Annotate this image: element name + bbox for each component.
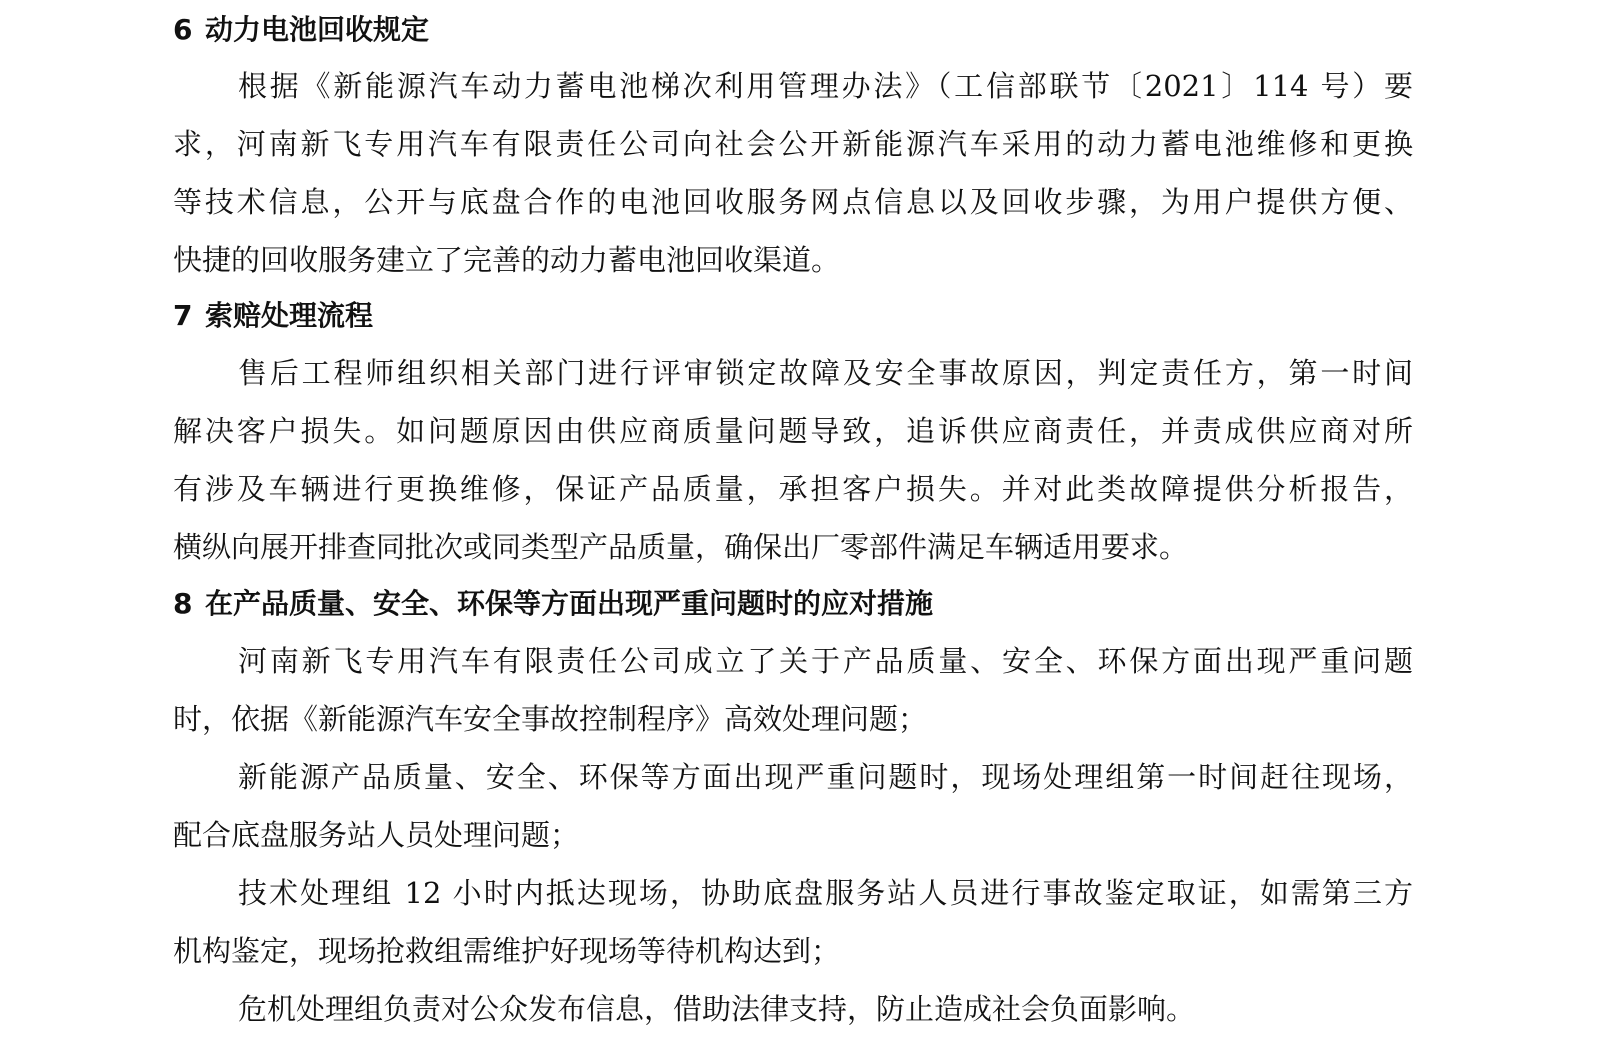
- paragraph-line: 技术处理组 12 小时内抵达现场，协助底盘服务站人员进行事故鉴定取证，如需第三方: [238, 876, 1413, 910]
- section-title: 动力电池回收规定: [205, 13, 430, 46]
- paragraph-line: 新能源产品质量、安全、环保等方面出现严重问题时，现场处理组第一时间赶往现场，: [238, 760, 1413, 794]
- section-7-heading: [173, 298, 373, 334]
- section-title: 在产品质量、安全、环保等方面出现严重问题时的应对措施: [205, 587, 934, 620]
- paragraph-line: 危机处理组负责对公众发布信息，借助法律支持，防止造成社会负面影响。: [238, 992, 1196, 1026]
- section-8-heading: [173, 586, 933, 622]
- paragraph-line: 售后工程师组织相关部门进行评审锁定故障及安全事故原因，判定责任方，第一时间: [238, 356, 1413, 390]
- paragraph-line: 解决客户损失。如问题原因由供应商质量问题导致，追诉供应商责任，并责成供应商对所: [173, 414, 1413, 448]
- paragraph-line: 求，河南新飞专用汽车有限责任公司向社会公开新能源汽车采用的动力蓄电池维修和更换: [173, 127, 1413, 161]
- section-number: 8: [173, 587, 193, 620]
- section-number: 7: [173, 299, 193, 332]
- paragraph-line: 根据《新能源汽车动力蓄电池梯次利用管理办法》（工信部联节〔2021〕114 号）要: [238, 69, 1413, 103]
- paragraph-line: 机构鉴定，现场抢救组需维护好现场等待机构达到；: [173, 934, 841, 968]
- paragraph-line: 有涉及车辆进行更换维修，保证产品质量，承担客户损失。并对此类故障提供分析报告，: [173, 472, 1413, 506]
- paragraph-line: 河南新飞专用汽车有限责任公司成立了关于产品质量、安全、环保方面出现严重问题: [238, 644, 1413, 678]
- paragraph-line: 配合底盘服务站人员处理问题；: [173, 818, 580, 852]
- paragraph-line: 横纵向展开排查同批次或同类型产品质量，确保出厂零部件满足车辆适用要求。: [173, 530, 1189, 564]
- paragraph-line: 等技术信息，公开与底盘合作的电池回收服务网点信息以及回收步骤，为用户提供方便、: [173, 185, 1413, 219]
- paragraph-line: 快捷的回收服务建立了完善的动力蓄电池回收渠道。: [173, 243, 841, 277]
- section-title: 索赔处理流程: [205, 299, 374, 332]
- section-number: 6: [173, 13, 193, 46]
- paragraph-line: 时，依据《新能源汽车安全事故控制程序》高效处理问题；: [173, 702, 928, 736]
- section-6-heading: [173, 12, 429, 48]
